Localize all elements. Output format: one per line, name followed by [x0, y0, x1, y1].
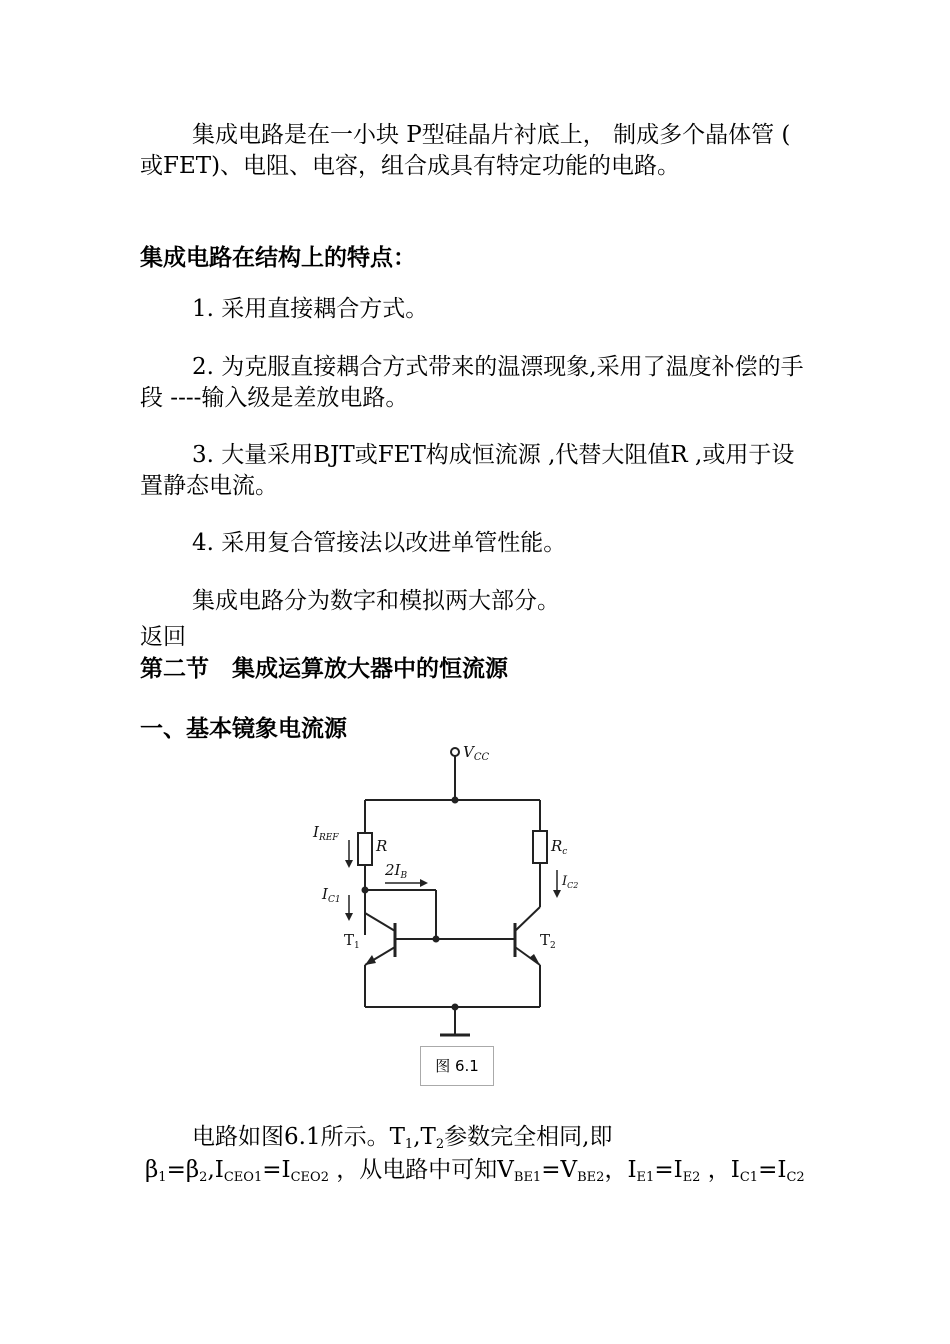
feature-item-2: 2. 为克服直接耦合方式带来的温漂现象,采用了温度补偿的手段 ----输入级是差放电路。: [140, 354, 804, 411]
junction-base: [433, 936, 440, 943]
resistor-rc: [533, 831, 547, 863]
r-label: R: [376, 837, 388, 855]
subsection-title: 一、基本镜象电流源: [140, 716, 347, 742]
ib-arrow: [420, 879, 428, 887]
back-link[interactable]: 返回: [140, 624, 186, 650]
description-formula: $\beta_1=\beta_2,I_{CEO1}=I_{CEO2}$ ，从电路中可知$V_{BE1}=V_{BE2}$，$I_{E1}=I_{E2}$ ，$I_{C1}=I_{C2}$: [145, 1157, 805, 1185]
rc-label: $R_c$: [551, 837, 568, 857]
t1-emitter-arrow: [365, 955, 376, 965]
mirror-current-source-circuit: [300, 743, 579, 1045]
ic1-arrow: [345, 913, 353, 921]
junction-bottom: [452, 1004, 459, 1011]
figure-caption: 图 6.1: [420, 1046, 494, 1086]
intro-paragraph: 集成电路是在一小块 P型硅晶片衬底上， 制成多个晶体管 ( 或FET)、电阻、电容，组合成具有特定功能的电路。: [140, 122, 791, 179]
vcc-label: $V_{CC}$: [463, 743, 490, 763]
t1-label: $T_1$: [344, 931, 360, 951]
junction-left: [362, 887, 369, 894]
feature-item-1: 1. 采用直接耦合方式。: [192, 296, 429, 322]
ic1-label: $I_{C1}$: [322, 885, 341, 905]
iref-arrow: [345, 860, 353, 868]
features-heading: 集成电路在结构上的特点：: [140, 245, 416, 271]
ic2-arrow: [553, 890, 561, 898]
feature-item-4: 4. 采用复合管接法以改进单管性能。: [192, 530, 567, 556]
ib-label: $2I_B$: [385, 861, 408, 881]
vcc-terminal: [451, 748, 459, 756]
classification-paragraph: 集成电路分为数字和模拟两大部分。: [192, 588, 560, 614]
junction-top: [452, 797, 459, 804]
ic2-label: $I_{C2}$: [562, 874, 579, 890]
description-line-1: 电路如图6.1所示。$T_1,T_2$参数完全相同,即: [192, 1124, 613, 1152]
t2-label: $T_2$: [540, 931, 556, 951]
section-title: 第二节 集成运算放大器中的恒流源: [140, 656, 508, 682]
resistor-r: [358, 833, 372, 865]
iref-label: $I_{REF}$: [313, 823, 339, 843]
feature-item-3: 3. 大量采用BJT或FET构成恒流源 ,代替大阻值R ,或用于设置静态电流。: [140, 442, 795, 499]
